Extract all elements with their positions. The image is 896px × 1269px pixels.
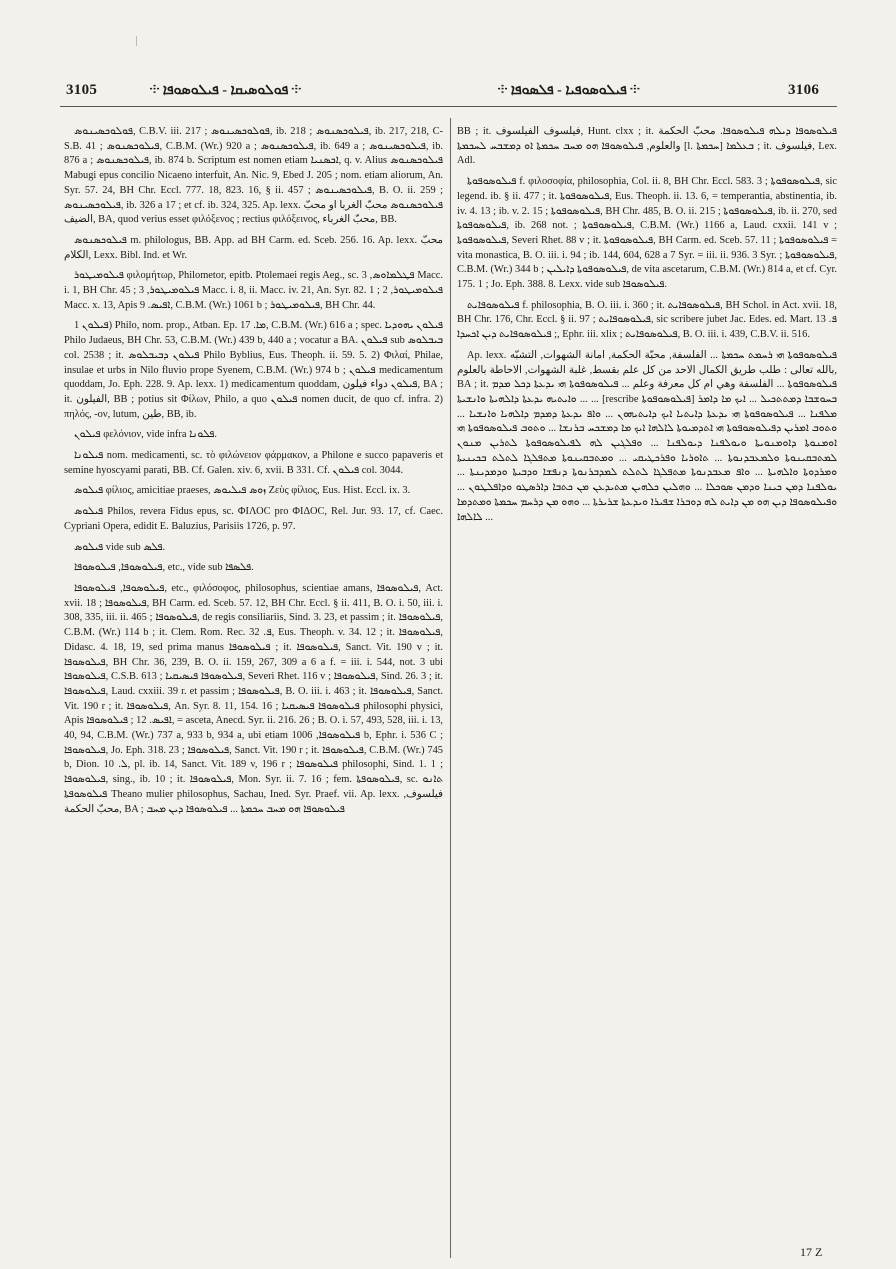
running-head-left: ⸭ ܦܘܠܘܣܝܩܐ - ܦܝܠܘܣܘܦܐ ⸭ [150,83,302,98]
entry-paragraph: ܦܝܠܘܟܣܢܘܣ m. philologus, BB. App. ad BH Carm. ed. Sceb. 256. 16. Ap. lexx. محبّ الكلام, Lexx. Bibl. Ind. et Wr. [64,234,443,261]
left-column [64,125,443,823]
column-divider [450,118,451,1258]
entry-paragraph: ܦܝܠܘܣܘܦܐܝܬ f. philosophia, B. O. iii. i. 360 ; it. ܦܝܠܘܣܘܦܐܝܬ, BH Schol. in Act. xvii. 18, BH Chr. 176, Chr. Eccl. § ii. 97 ; ܦܝܠܘܣܘܦܐܝܬ, sic scribere jubet Jac. Edes. ed. Mart. ܦ. 13 ; ܦܝܠܘܣܘܦܐܝܬ ܕܝܢ ܐܟܚܕܐ, Ephr. iii. xlix ; ܦܝܠܘܣܘܦܐܝܬ, B. O. iii. i. 439, C.B.V. ii. 516. [457,299,837,341]
entry-paragraph: ܦܝܠܘܣܘܦܐ, ܦܝܠܘܣܘܦܐ, etc., φιλόσοφος, philosophus, scientiae amans, ܦܝܠܘܣܘܦܐ, Act. xvii. 18 ; ܦܝܠܘܣܘܦܐ, BH Carm. ed. Sceb. 57. 12, BH Chr. Eccl. § ii. 411, B. O. i. 50, iii. i. 308, 335, iii. ii. 465 ; ܦܝܠܘܣܘܦܐ, de regis consiliariis, Sind. 3. 23, et passim ; it. ܦܝܠܘܣܘܦܐ, C.B.M. (Wr.) 114 b ; it. Clem. Rom. Rec. ܦ. 32, Eus. Theoph. v. 34. 12 ; it. ܦܝܠܘܣܘܦܐ, Didasc. 4. 18, 19, sed prima manus ܦܝܠܘܣܘܦܐ ; it. ܦܝܠܘܣܘܦܐ, Sanct. Vit. 190 v ; it. ܦܝܠܘܣܘܦܐ, BH Chr. 36, 239, B. O. ii. 159, 267, 309 a 6 a f. = iii. i. 544, not. 3 ubi ܦܝܠܘܣܘܦܐ, C.S.B. 613 ; ܦܝܠܘܣܘܦܐ ܦܝܣܝܩܝܐ, Severi Rhet. 116 v ; ܦܝܠܘܣܘܦܐ, Sind. 26. 3 ; it. ܦܝܠܘܣܘܦܐ, Laud. cxxiii. 39 r. et passim ; ܦܝܠܘܣܘܦܐ, B. O. iii. i. 463 ; it. ܦܝܠܘܣܘܦܐ, Sanct. Vit. 190 r ; it. ܦܝܠܘܣܘܦܐ, An. Syr. 8. 11, 154. 16 ; ܦܝܠܘܣܘܦܐ ܦܝܣܝܩܝܐ philosophi physici, Apis ܐܦܝܣ. 12 ; ܦܝܠܘܣܘܦܐ, = asceta, Anecd. Syr. ii. 216. 26 ; B. O. i. 57, 493, 528, iii. i. 13, 40, 94, C.B.M. (Wr.) 737 a, 933 b, 934 a, ubi etiam ܦܝܠܘܣܘܦܐ, 1006 b, Ephr. i. 536 C ; ܦܝܠܘܣܘܦܐ, Jo. Eph. 318. 23 ; ܦܝܠܘܣܘܦܐ, Sanct. Vit. 190 r ; it. ܦܝܠܘܣܘܦܐ, C.B.M. (Wr.) 745 b, Dion. ܠ. 10, pl. ib. 14, Sanct. Vit. 189 v, 196 r ; ܦܝܠܘܣܘܦܐ philosophi, Sind. 1. 1 ; ܦܝܠܘܣܘܦܐ, sing., ib. 10 ; it. ܦܝܠܘܣܘܦܐ, Mon. Syr. ii. 7. 16 ; fem. ܦܝܠܘܣܘܦܬܐ, sc. ܬܐܢܘ ܦܝܠܘܣܘܦܬܐ Theano mulier philosophus, Sachau, Ined. Syr. Praef. vii. Ap. lexx. فيلسوف, محبّ الحكمة, BA ; ܦܝܠܘܣܘܦܐ ܗܘ ܡܚܒ ܚܟܡܬܐ ... ܦܝܠܘܣܘܦܐ ܕܝܢ ܡܚܒ [64,582,444,815]
signature-mark: 17 Z [800,1245,823,1259]
page-number-left: 3105 [66,82,98,98]
entry-paragraph: ܦܝܠܘܡܝܛܘܪ φιλομήτωρ, Philometor, epitb. Ptolemaei regis Aeg., sc. ܦܛܠܡܐܘܣ, 3 Macc. i. 1, BH Chr. 45 ; ܦܝܠܘܡܝܛܘܪ, 3 Macc. i. 8, ii. Macc. iv. 21, An. Syr. 82. 1 ; ܦܝܠܘܡܝܛܘܪ, 2 Macc. x. 13, Apis ܐܦܝܣ. 9, C.B.M. (Wr.) 1061 b ; ܦܝܠܘܡܝܛܘܪ, BH Chr. 44. [64,270,443,311]
entry-paragraph: ܦܝܠܘܢܐ nom. medicamenti, sc. τὸ φιλώνειον φάρμακον, a Philone e succo papaveris et semine hyoscyami parati, BB. Cf. Galen. xiv. 6, xvii. B 331. Cf. ܦܝܠܘܢ col. 3044. [64,450,443,476]
header-rule [60,106,837,107]
entry-paragraph: Ap. lexx. ܦܝܠܘܣܘܦܘܬܐ ܗܝ ܪܚܡܬ ܚܟܡܬܐ ... الفلسفة, محبّة الحكمة, امانة الشهوات, التشبّه بالله تعالى : طلب طريق الكمال الاحد من كل علم بقسط, غلبة الشهوات, الاحاطة بالعلوم, BA ; it. ܦܝܠܘܣܘܦܘܬܐ ... الفلسفة وهي ام كل معرفة وعلم ... ܦܝܠܘܣܘܦܘܬܐ ܗܝ ܝܕܥܬܐ ܕܟܠ ܡܕܡ ... ܘܐܝܬܝܗ ܝܕܥܬܐ ܕܐܠܗܝܬܐ ܘܐܢܫܝܬܐ ... [rescribe ܦܝܠܘܣܘܦܘܬܐ] ܒܚܘܫܒܐ ܕܡܬܬܟܝܠ ... ܐܝܟ ܡܐ ܕܐܡܪ ܡܠܦܢܐ ... ܦܝܠܘܣܘܦܘܬܐ ܗܝ ܝܕܥܬܐ ܕܐܝܬܝܐ ܐܝܟ ܕܐܝܬܝܗܘܢ ... ܘܐܦ ܝܕܥܬܐ ܕܡܕܡ ܕܐܠܗܝܐ ܘܐܢܫܝܐ ... ܘܬܘܒ ܐܡܪܝܢ ܕܦܝܠܘܣܘܦܘܬܐ ܗܝ ܐܬܕܡܝܘܬܐ ܠܐܠܗܐ ܐܝܟ ܡܐ ܕܡܫܟܚ ܒܪܢܫܐ ... ܘܬܘܒ ܦܝܠܘܣܘܦܘܬܐ ܗܝ ܐܘܡܢܘܬܐ ܕܐܘܡܢܘܝܬܐ ܘܝܘܠܦܢܐ ܕܝܘܠܦܢܐ ... ܘܦܠܓܝܢ ܠܗ ܠܦܝܠܘܣܘܦܘܬܐ ܠܬܪܝܢ ܡܢܘܢ ܠܡܬܒܩܝܢܘܬܐ ܘܠܡܥܒܕܢܘܬܐ ... ܬܐܘܪܝܐ ܘܦܪܟܛܝܩܝ ... ܘܡܬܒܩܝܢܘܬܐ ܡܬܦܠܓܐ ܠܬܠܬ ܒܟܝܢܝܬܐ ܘܡܪܕܘܬܐ ܘܐܠܗܝܬܐ ... ܘܐܦ ܡܥܒܕܢܘܬܐ ܡܬܦܠܓܐ ܠܬܠܬ ܠܡܕܒܪܢܘܬܐ ܕܢܦܫܐ ܘܕܒܝܬܐ ܘܕܡܕܝܢܬܐ ... ܝܘܠܦܢܐ ܕܡܢ ܟܝܢܐ ܘܕܡܢ ܣܘܟܠܐ ... ܘܗܠܝܢ ܟܠܗܝܢ ܡܬܝܕܥܢ ܡܢ ܟܬܒܐ ܕܐܪܣܛܘ ܘܕܐܦܠܛܘܢ ... ܘܦܝܠܘܣܘܦܐ ܕܝܢ ܗܘ ܡܢ ܕܐܝܬ ܠܗ ܕܘܒܪܐ ܫܦܝܪܐ ܘܝܕܥܬܐ ܫܪܝܪܬܐ ... ܘܗܘ ܡܢ ܕܪܚܡ ܚܟܡܬܐ ܘܡܬܕܡܐ ܠܐܠܗܐ ... [457,349,838,523]
entry-paragraph: ܦܝܠܘܣܘܦܘܬܐ f. φιλοσοφία, philosophia, Col. ii. 8, BH Chr. Eccl. 583. 3 ; ܦܝܠܘܣܘܦܘܬܐ, sic legend. ib. § ii. 477 ; it. ܦܝܠܘܣܘܦܘܬܐ, Eus. Theoph. ii. 13. 6, = temperantia, abstinentia, ib. iv. 4. 13 ; ib. v. 2. 15 ; ܦܝܠܘܣܘܦܘܬܐ, BH Chr. 485, B. O. ii. 215 ; ܦܝܠܘܣܘܦܘܬܐ, ib. ii. 270, sed ܦܝܠܘܣܘܦܘܬܐ, ib. 268 not. ; ܦܝܠܘܣܘܦܘܬܐ, C.B.M. (Wr.) 1166 a, Laud. cxxii. 141 v ; ܦܝܠܘܣܘܦܘܬܐ, Severi Rhet. 88 v ; it. ܦܝܠܘܣܘܦܘܬܐ, BH Carm. ed. Sceb. 57. 11 ; ܦܝܠܘܣܘܦܘܬܐ = vita monastica, B. O. iii. i. 94 ; ib. 144, 604, 628 a 7 Syr. = iii. ii. 936. 3 Syr. ; ܦܝܠܘܣܘܦܘܬܐ, C.B.M. (Wr.) 344 b ; ܦܝܠܘܣܘܦܘܬܐ ܕܐܝܠܝܢ, de vita ascetarum, C.B.M. (Wr.) 814 a, et cf. Cyr. 175. 1 ; Jo. Eph. 388. 8. Lexx. vide sub ܦܝܠܘܣܘܦܐ. [457,176,837,291]
entry-paragraph: ܦܝܠܘܢ φελόνιον, vide infra ܦܠܘܢܐ. [74,429,217,441]
entry-paragraph: ܦܘܠܘܟܣܝܢܘܣ, C.B.V. iii. 217 ; ܦܘܠܘܟܣܝܢܘܣ, ib. 218 ; ܦܝܠܘܟܣܢܘܣ, ib. 217, 218, C-S.B. 41 ; ܦܝܠܘܟܣܢܘܣ, C.B.M. (Wr.) 920 a ; ܦܝܠܘܟܣܢܘܣ, ib. 649 a ; ܦܝܠܘܟܣܝܢܘܣ, ib. 876 a ; ܦܝܠܘܟܣܢܘܣ, ib. 874 b. Scriptum est nomen etiam ܐܟܣܢܝܐ, q. v. Alius ܦܝܠܘܟܣܢܘܣ Mabugi epus concilio Nicaeno interfuit, An. Nic. 9, Ebed J. 205 ; nom. etiam aliorum, An. Syr. 57. 24, BH Chr. Eccl. 777. 18, 823. 16, § ii. 457 ; ܦܝܠܘܟܣܝܢܘܣ, B. O. ii. 259 ; ܦܝܠܘܟܣܝܢܘܣ, ib. 326 a 17 ; et cf. ib. 324, 325. Ap. lexx. ܦܝܠܘܟܣܢܘܣ محبّ الغربا او محبّ الضيف, BA, quod verius esset φιλόξενος ; rectius φιλόξεινος, محبّ الغرباء, BB. [64,126,443,226]
entry-paragraph: ܦܝܠܘܢ 1) Philo, nom. prop., Atban. Ep. ܡܐ. 17, C.B.M. (Wr.) 616 a ; spec. ܦܝܠܘܢ ܝܗܘܕܝܐ Philo Judaeus, BH Chr. 53, C.B.M. (Wr.) 439 b, 440 a ; vocatur a BA. ܦܝܠܘܢ sub ܒܝܒܠܘܣ col. 2538 ; it. ܦܝܠܘܢ ܕܒܝܒܠܘܣ Philo Byblius, Eus. Theoph. ii. 59. 5. 2) Φιλαί, Philae, insulae et urbs in Nilo fluvio prope Syenem, C.B.M. (Wr.) 974 b ; ܦܝܠܘܢ medicamentum quoddam, Jo. Eph. 228. 9. Ap. lexx. 1) medicamentum quoddam, ܦܝܠܘܢ دواء فيلون, BA ; it. الفيلون, BB ; potius sit Φίλων, Philo, a quo ܦܝܠܘܢ nomen ducit, de quo cf. infra. 2) πηλός, -ον, lutum, طين, BB, ib. [64,320,443,420]
entry-paragraph: ܦܝܠܘܣ vide sub ܦܠܣ. [74,541,166,553]
right-column [457,125,837,531]
margin-mark [136,36,137,46]
entry-paragraph: BB ; it. فيلسوف الفيلسوف, Hunt. clxx ; it. ܦܝܠܘܣܘܦܐ ܕܝܠܗ ܦܝܠܘܣܘܦܐ. محبّ الحكمة والعلوم, ܦܝܠܘܣܘܦܐ ܗܘ ܡܚܒ ܚܟܡܬܐ ܐܘ ܕܡܫܒܚ ܠܚܟܡܬܐ [l. ܚܟܡܬܐ] ܒܥܠܡܐ ; it. فيلسوف, Lex. Adl. [457,126,838,167]
entry-paragraph: ܦܝܠܘܣ φίλιος, amicitiae praeses, ܙܘܣ ܦܝܠܝܘܣ Ζεὺς φίλιος, Eus. Hist. Eccl. ix. 3. [74,485,411,497]
entry-paragraph: ܦܝܠܘܣ Philos, revera Fidus epus, sc. ΦΙΛΟϹ pro ΦΙΔΟϹ, Rel. Jur. 93. 17, cf. Caec. Cypriani Opera, edidit E. Baluzius, Parisiis 1726, p. 97. [64,506,443,532]
running-head-right: ⸭ ܦܝܠܘܣܘܦܝܐ - ܦܠܣܘܦܐ ⸭ [498,83,640,98]
page-number-right: 3106 [788,82,820,98]
entry-paragraph: ܦܝܠܘܣܘܦܐ, ܦܝܠܘܣܘܦܐ, etc., vide sub ܦܠܣܦܐ. [74,562,254,574]
